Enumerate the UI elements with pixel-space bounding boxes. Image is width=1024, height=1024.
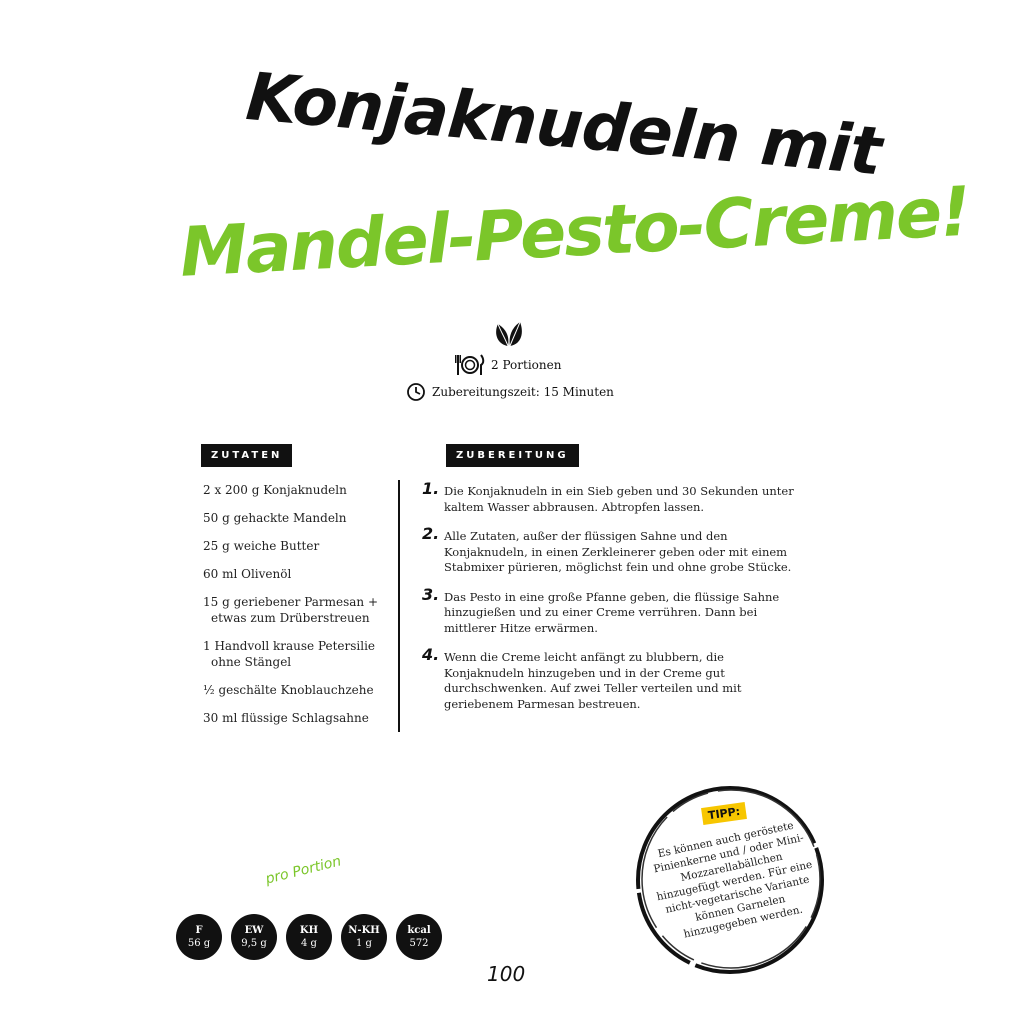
nutrition-badge-fat: F 56 g <box>176 914 222 960</box>
prep-time-info <box>406 382 614 402</box>
tip-text: Es können auch geröstete Pinienkerne und / oder Mini-Mozzarellabällchen hinzugefügt werden. Für eine nicht-vegetarische Variante können Garnelen hinzugegeben werden. <box>652 819 814 941</box>
ingredient-item: 25 g weiche Butter <box>203 539 320 553</box>
portions-text: 2 Portionen <box>491 358 562 372</box>
column-divider <box>398 480 400 732</box>
per-portion-label: pro Portion <box>264 853 343 888</box>
ingredients-header: ZUTATEN <box>201 444 292 467</box>
ingredient-item: 30 ml flüssige Schlagsahne <box>203 711 369 725</box>
nutrition-badge-protein: EW 9,5 g <box>231 914 277 960</box>
title-line-2: Mandel-Pesto-Creme! <box>178 172 971 293</box>
plate-cutlery-icon <box>455 353 485 377</box>
step-item: 4. Wenn die Creme leicht anfängt zu blubbern, die Konjaknudeln hinzugeben und in der Creme gut durchschwenken. Auf zwei Teller verteilen und mit geriebenem Parmesan bestreuen. <box>422 645 742 711</box>
page-number: 100 <box>487 962 526 986</box>
preparation-header: ZUBEREITUNG <box>446 444 579 467</box>
tip-badge: TIPP: <box>701 802 747 825</box>
ingredient-item: 2 x 200 g Konjaknudeln <box>203 483 347 497</box>
step-item: 3. Das Pesto in eine große Pfanne geben, die flüssige Sahne hinzugießen und zu einer Creme verrühren. Dann bei mittlerer Hitze erwärmen. <box>422 584 780 635</box>
ingredient-item: 60 ml Olivenöl <box>203 567 292 581</box>
nutrition-badge-net-carbs: N-KH 1 g <box>341 914 387 960</box>
step-item: 1. Die Konjaknudeln in ein Sieb geben und 30 Sekunden unter kaltem Wasser abbrausen. Abtropfen lassen. <box>422 479 794 514</box>
title-line-1: Konjaknudeln mit <box>243 58 885 191</box>
portions-info <box>455 353 561 377</box>
prep-time-text: Zubereitungszeit: 15 Minuten <box>432 385 614 399</box>
nutrition-badges <box>176 914 442 960</box>
preparation-steps <box>422 479 802 726</box>
step-item: 2. Alle Zutaten, außer der flüssigen Sahne und den Konjaknudeln, in einen Zerkleinerer geben oder mit einem Stabmixer pürieren, möglichst fein und ohne grobe Stücke. <box>422 524 792 574</box>
ingredient-item: ½ geschälte Knoblauchzehe <box>203 683 374 697</box>
nutrition-badge-carbs: KH 4 g <box>286 914 332 960</box>
ingredient-item: 50 g gehackte Mandeln <box>203 511 347 525</box>
ingredient-item: 15 g geriebener Parmesan + etwas zum Drüberstreuen <box>203 595 379 625</box>
ingredients-list <box>203 482 393 738</box>
nutrition-badge-kcal: kcal 572 <box>396 914 442 960</box>
clock-icon <box>406 382 426 402</box>
leaf-icon <box>492 318 526 348</box>
ingredient-item: 1 Handvoll krause Petersilie ohne Stängel <box>203 639 376 669</box>
